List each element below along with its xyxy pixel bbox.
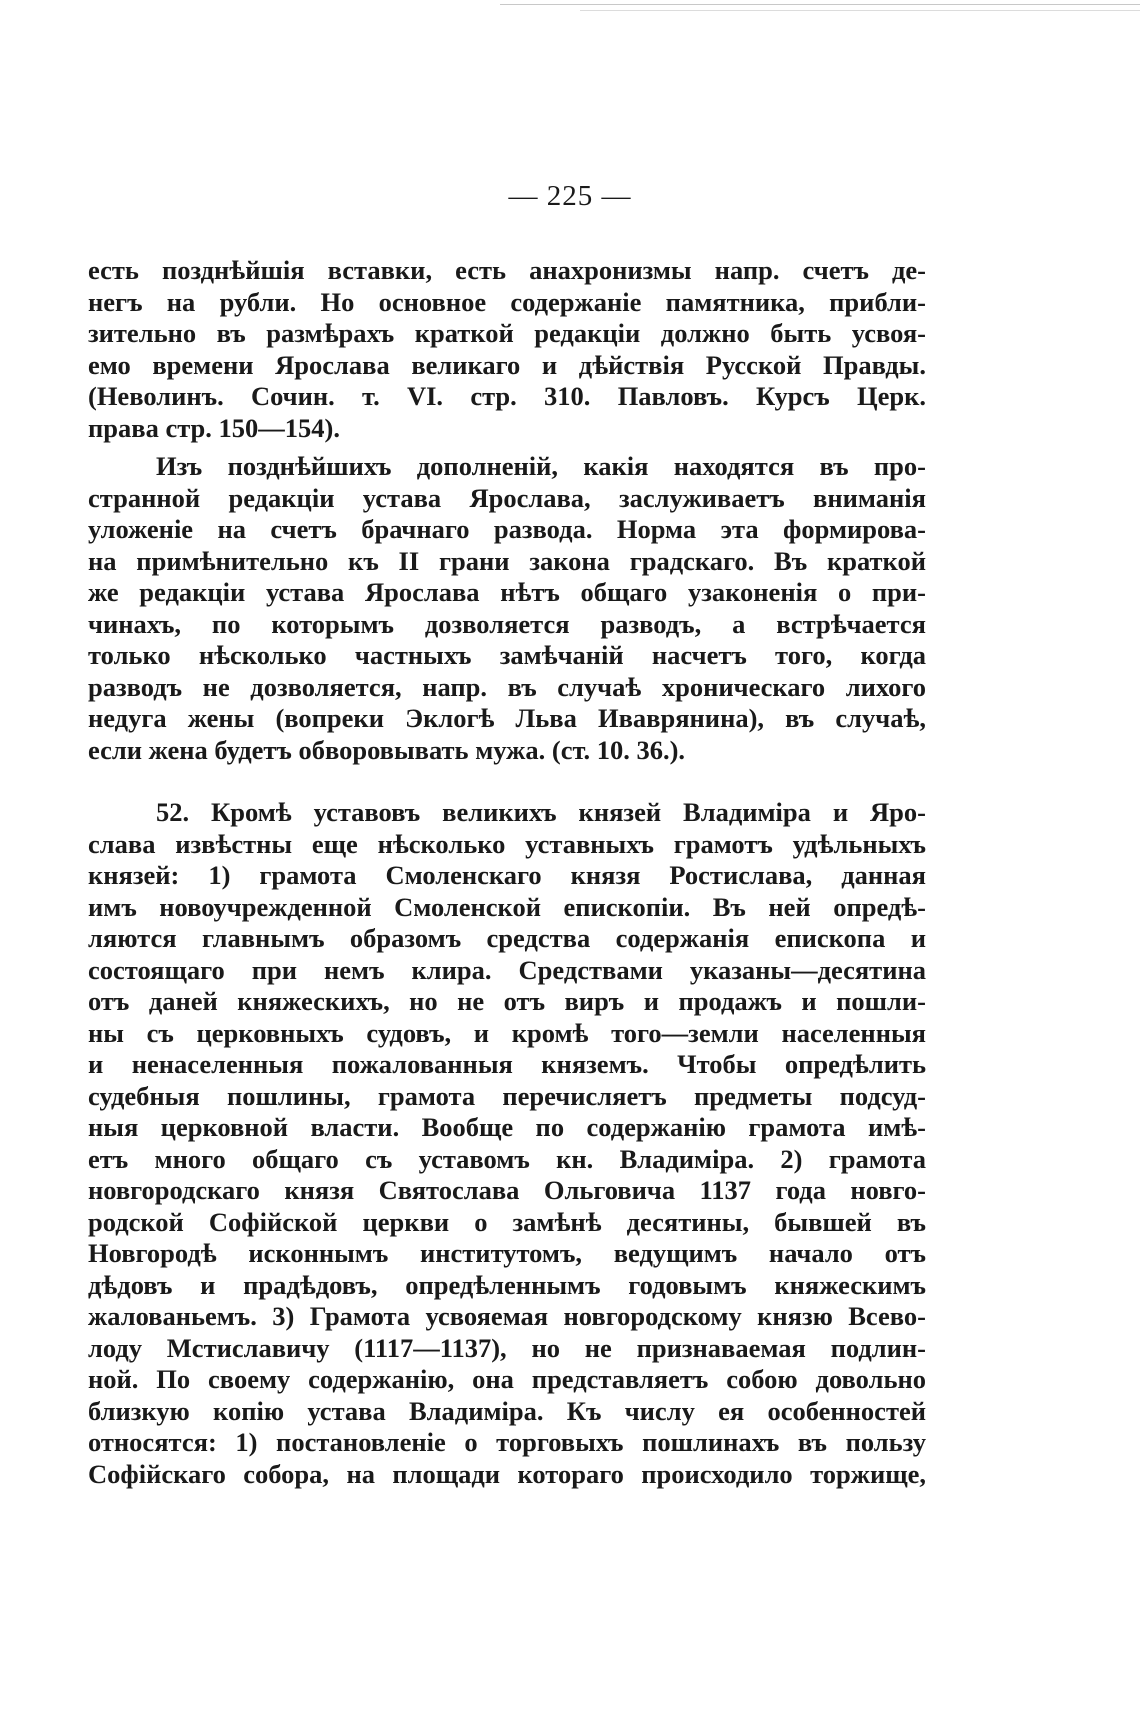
text-line: только нѣсколько частныхъ замѣчаній насчетъ того, когда	[88, 640, 926, 670]
top-edge-rule-secondary	[580, 10, 1140, 11]
text-line: родской Софійской церкви о замѣнѣ десятины, бывшей въ	[88, 1206, 926, 1237]
text-line: отъ даней княжескихъ, но не отъ виръ и продажъ и пошли-	[88, 986, 926, 1016]
text-line: права стр. 150—154).	[88, 412, 340, 443]
text-line: лоду Мстиславичу (1117—1137), но не признаваемая подлин-	[88, 1332, 926, 1363]
text-line: Изъ позднѣйшихъ дополненій, какія находятся въ про-	[156, 451, 926, 481]
text-line: судебныя пошлины, грамота перечисляетъ предметы подсуд-	[88, 1080, 926, 1111]
text-line: ной. По своему содержанію, она представляетъ собою довольно	[88, 1364, 926, 1394]
text-line: уложеніе на счетъ брачнаго развода. Норма эта формирова-	[88, 514, 926, 544]
text-line: есть позднѣйшія вставки, есть анахронизмы напр. счетъ де-	[88, 255, 926, 285]
text-line: относятся: 1) постановленіе о торговыхъ пошлинахъ въ пользу	[88, 1427, 926, 1457]
text-line: же редакціи устава Ярослава нѣтъ общаго узаконенія о при-	[88, 577, 926, 607]
text-line: ляются главнымъ образомъ средства содержанія епископа и	[88, 923, 926, 953]
text-line: слава извѣстны еще нѣсколько уставныхъ грамотъ удѣльныхъ	[88, 828, 926, 859]
text-line: разводъ не дозволяется, напр. въ случаѣ хроническаго лихого	[88, 671, 926, 702]
paragraph-2	[88, 451, 926, 766]
text-line: если жена будетъ обворовывать мужа. (ст. 10. 36.).	[88, 734, 686, 765]
text-line: странной редакціи устава Ярослава, заслуживаетъ вниманія	[88, 482, 926, 513]
text-line: емо времени Ярослава великаго и дѣйствія Русской Правды.	[88, 349, 926, 380]
top-edge-rule	[500, 4, 1140, 5]
text-line: князей: 1) грамота Смоленскаго князя Ростислава, данная	[88, 860, 926, 890]
paragraph-1	[88, 255, 926, 444]
text-line: на примѣнительно къ II грани закона градскаго. Въ краткой	[88, 545, 926, 576]
text-line: состоящаго при немъ клира. Средствами указаны—десятина	[88, 954, 926, 985]
paragraph-3	[88, 797, 926, 1490]
text-line: зительно въ размѣрахъ краткой редакціи должно быть усвоя-	[88, 318, 926, 348]
text-line: имъ новоучрежденной Смоленской епископіи. Въ ней опредѣ-	[88, 891, 926, 922]
text-line: (Неволинъ. Сочин. т. VI. стр. 310. Павловъ. Курсъ Церк.	[88, 381, 926, 411]
text-line: негъ на рубли. Но основное содержаніе памятника, прибли-	[88, 286, 926, 317]
text-line: 52. Кромѣ уставовъ великихъ князей Владиміра и Яро-	[156, 797, 926, 827]
page-number: — 225 —	[508, 180, 632, 212]
text-line: чинахъ, по которымъ дозволяется разводъ, а встрѣчается	[88, 608, 926, 639]
text-line: близкую копію устава Владиміра. Къ числу ея особенностей	[88, 1395, 926, 1426]
text-line: и ненаселенныя пожалованныя княземъ. Чтобы опредѣлить	[88, 1049, 926, 1079]
text-line: недуга жены (вопреки Эклогѣ Льва Иваврянина), въ случаѣ,	[88, 703, 926, 733]
text-line: Новгородѣ исконнымъ институтомъ, ведущимъ начало отъ	[88, 1238, 926, 1268]
text-line: Софійскаго собора, на площади котораго происходило торжище,	[88, 1458, 926, 1489]
text-line: етъ много общаго съ уставомъ кн. Владиміра. 2) грамота	[88, 1143, 926, 1174]
text-line: жалованьемъ. 3) Грамота усвояемая новгородскому князю Всево-	[88, 1301, 926, 1331]
text-line: дѣдовъ и прадѣдовъ, опредѣленнымъ годовымъ княжескимъ	[88, 1269, 926, 1300]
text-line: ны съ церковныхъ судовъ, и кромѣ того—земли населенныя	[88, 1017, 926, 1048]
text-line: новгородскаго князя Святослава Ольговича 1137 года новго-	[88, 1175, 926, 1205]
text-line: ныя церковной власти. Вообще по содержанію грамота имѣ-	[88, 1112, 926, 1142]
